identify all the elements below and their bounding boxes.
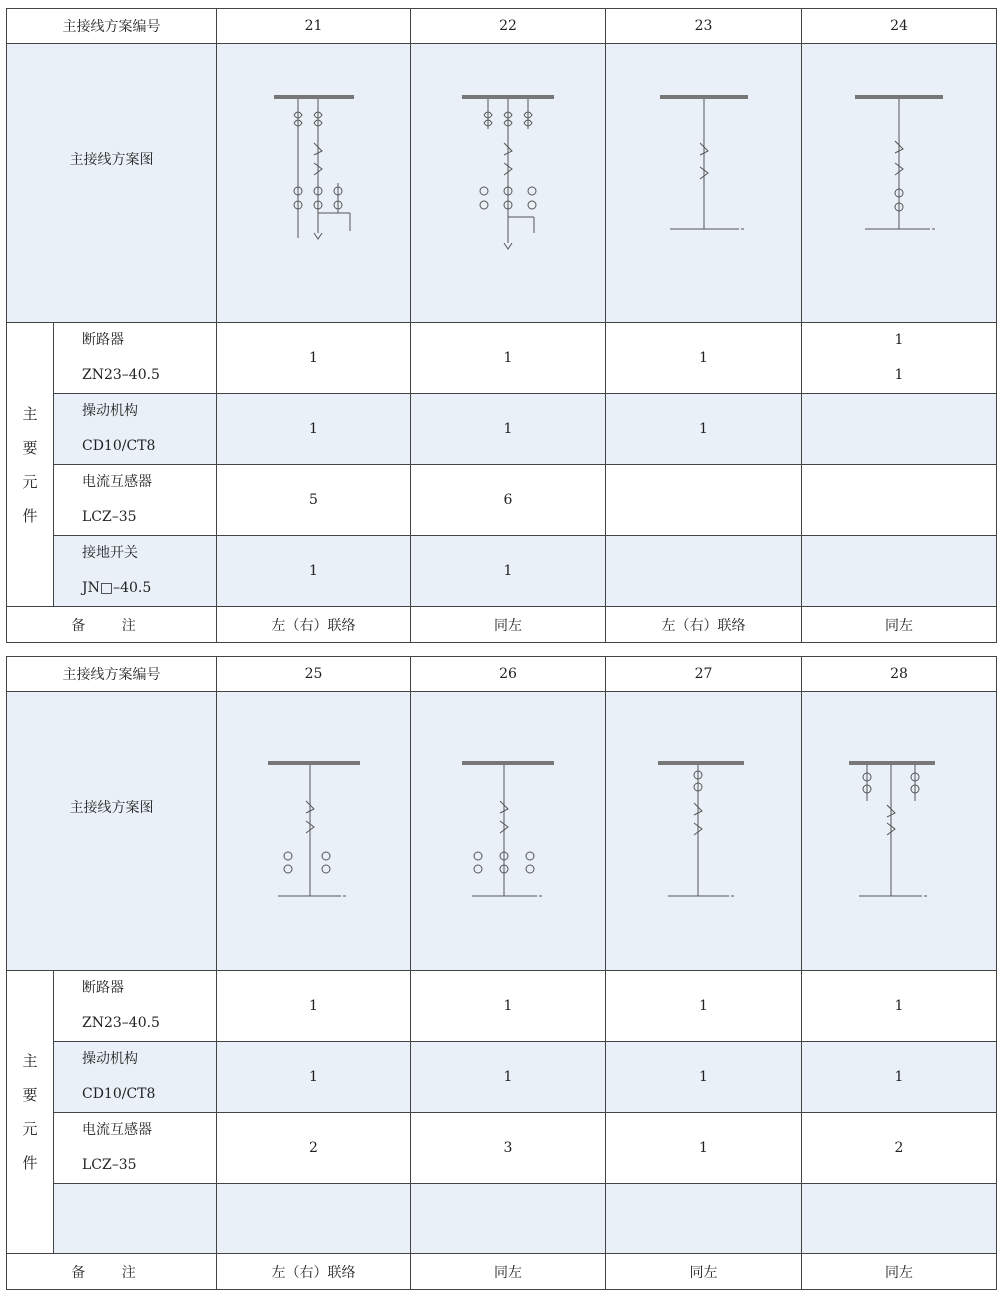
quantity-cell: 3 (411, 1113, 606, 1184)
scheme-number: 28 (802, 657, 997, 692)
wiring-diagram-24 (802, 44, 997, 323)
quantity-cell: 1 (217, 1042, 411, 1113)
remark-row (7, 1254, 997, 1290)
component-label (54, 1113, 217, 1184)
quantity-cell: 2 (217, 1113, 411, 1184)
component-row (7, 971, 997, 1042)
component-label (54, 1184, 217, 1254)
diagram-row (7, 44, 997, 323)
component-model: CD10/CT8 (82, 438, 156, 454)
quantity-cell (802, 323, 997, 394)
group-char: 元 (22, 1120, 38, 1138)
remark-cell: 左（右）联络 (217, 607, 411, 643)
component-label (54, 394, 217, 465)
quantity-cell: 1 (411, 323, 606, 394)
quantity-cell (606, 536, 802, 607)
wiring-diagram-25 (217, 692, 411, 971)
component-name: 电流互感器 (82, 1122, 152, 1138)
remark-cell: 同左 (411, 607, 606, 643)
quantity-cell: 1 (217, 536, 411, 607)
remark-cell: 左（右）联络 (606, 607, 802, 643)
component-row (7, 394, 997, 465)
quantity-cell: 1 (217, 394, 411, 465)
quantity-cell: 6 (411, 465, 606, 536)
scheme-number: 24 (802, 9, 997, 44)
quantity-cell (802, 1184, 997, 1254)
component-row (7, 465, 997, 536)
scheme-table-2 (6, 656, 997, 1290)
quantity-cell: 1 (606, 1042, 802, 1113)
quantity-cell: 5 (217, 465, 411, 536)
remark-cell: 同左 (411, 1254, 606, 1290)
wiring-diagram-23 (606, 44, 802, 323)
scheme-table-1 (6, 8, 997, 643)
quantity-cell: 1 (411, 394, 606, 465)
component-name: 断路器 (82, 332, 124, 348)
wiring-diagram-28 (802, 692, 997, 971)
component-label (54, 323, 217, 394)
group-char: 主 (22, 404, 38, 423)
wiring-diagram-21 (217, 44, 411, 323)
quantity-cell (802, 465, 997, 536)
diagram-label: 主接线方案图 (7, 44, 217, 323)
remark-label: 备 注 (7, 1254, 217, 1290)
component-row (7, 536, 997, 607)
scheme-number: 25 (217, 657, 411, 692)
component-label (54, 465, 217, 536)
component-row (7, 1113, 997, 1184)
wiring-diagram-27 (606, 692, 802, 971)
remark-cell: 左（右）联络 (217, 1254, 411, 1290)
scheme-number: 23 (606, 9, 802, 44)
quantity-cell: 1 (411, 1042, 606, 1113)
quantity-cell: 1 (606, 394, 802, 465)
quantity-cell (802, 536, 997, 607)
component-row (7, 1184, 997, 1254)
component-name: 操动机构 (82, 1051, 138, 1067)
quantity-cell (606, 465, 802, 536)
component-name: 操动机构 (82, 403, 138, 419)
wiring-diagram-22 (411, 44, 606, 323)
quantity-cell: 1 (606, 971, 802, 1042)
group-char: 件 (22, 1154, 38, 1172)
header-label: 主接线方案编号 (7, 657, 217, 692)
quantity-cell (217, 1184, 411, 1254)
quantity-line: 1 (894, 367, 904, 383)
component-name: 接地开关 (82, 545, 138, 561)
component-model: LCZ–35 (82, 509, 137, 525)
component-label (54, 1042, 217, 1113)
quantity-cell: 2 (802, 1113, 997, 1184)
circuit-diagram (448, 741, 568, 921)
group-label (7, 323, 54, 607)
component-model: ZN23–40.5 (82, 1015, 160, 1031)
remark-cell: 同左 (802, 607, 997, 643)
quantity-cell: 1 (802, 971, 997, 1042)
component-model: LCZ–35 (82, 1157, 137, 1173)
group-char: 要 (22, 438, 38, 457)
remark-cell: 同左 (802, 1254, 997, 1290)
component-label (54, 971, 217, 1042)
scheme-number: 26 (411, 657, 606, 692)
header-label: 主接线方案编号 (7, 9, 217, 44)
quantity-cell: 1 (217, 971, 411, 1042)
diagram-label: 主接线方案图 (7, 692, 217, 971)
component-model: JN□–40.5 (82, 580, 152, 596)
wiring-diagram-26 (411, 692, 606, 971)
component-row (7, 1042, 997, 1113)
component-model: ZN23–40.5 (82, 367, 160, 383)
quantity-cell: 1 (411, 536, 606, 607)
circuit-diagram (254, 741, 374, 921)
quantity-cell (411, 1184, 606, 1254)
header-row (7, 657, 997, 692)
circuit-diagram (448, 93, 568, 273)
quantity-line: 1 (894, 332, 904, 348)
remark-cell: 同左 (606, 1254, 802, 1290)
header-row (7, 9, 997, 44)
scheme-number: 22 (411, 9, 606, 44)
quantity-cell: 1 (217, 323, 411, 394)
group-char: 主 (22, 1052, 38, 1070)
component-model: CD10/CT8 (82, 1086, 156, 1102)
quantity-cell: 1 (606, 1113, 802, 1184)
group-char: 要 (22, 1086, 38, 1104)
remark-label: 备 注 (7, 607, 217, 643)
quantity-cell: 1 (411, 971, 606, 1042)
circuit-diagram (644, 741, 764, 921)
remark-row (7, 607, 997, 643)
component-name: 断路器 (82, 980, 124, 996)
group-char: 元 (22, 472, 38, 491)
component-name: 电流互感器 (82, 474, 152, 490)
component-row (7, 323, 997, 394)
circuit-diagram (839, 93, 959, 273)
scheme-number: 27 (606, 657, 802, 692)
quantity-cell (802, 394, 997, 465)
quantity-cell: 1 (606, 323, 802, 394)
group-label (7, 971, 54, 1254)
quantity-cell: 1 (802, 1042, 997, 1113)
circuit-diagram (839, 741, 959, 921)
circuit-diagram (254, 93, 374, 273)
scheme-number: 21 (217, 9, 411, 44)
diagram-row (7, 692, 997, 971)
group-char: 件 (22, 506, 38, 525)
component-label (54, 536, 217, 607)
circuit-diagram (644, 93, 764, 273)
quantity-cell (606, 1184, 802, 1254)
